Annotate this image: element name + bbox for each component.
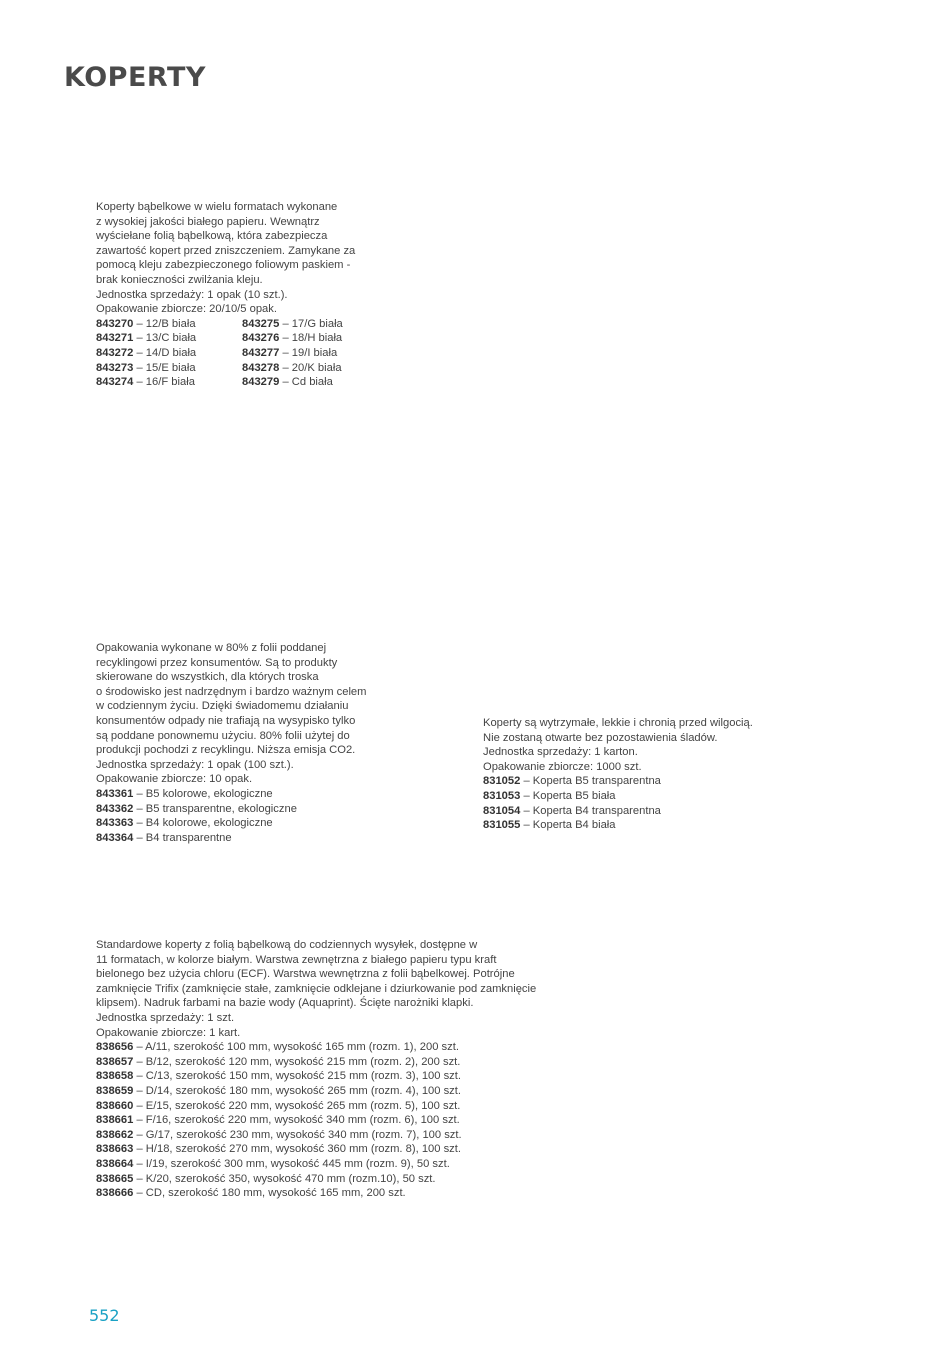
product-desc: – Koperta B4 transparentna: [520, 804, 661, 817]
bulk-packaging: Opakowanie zbiorcze: 20/10/5 opak.: [96, 303, 277, 316]
product-item: [96, 331, 242, 346]
product-code: 838660: [96, 1099, 134, 1112]
product-desc: – E/15, szerokość 220 mm, wysokość 265 mm (rozm. 5), 100 szt.: [133, 1099, 461, 1112]
product-desc: – 15/E biała: [133, 361, 196, 374]
product-item: [96, 1142, 536, 1157]
product-item: [242, 317, 355, 332]
product-code: 831055: [483, 819, 521, 832]
product-code: 843276: [242, 332, 280, 345]
product-item: [242, 375, 355, 390]
product-item: [242, 361, 355, 376]
product-item: [96, 831, 366, 846]
product-desc: – Koperta B5 transparentna: [520, 775, 661, 788]
product-code: 843364: [96, 831, 134, 844]
product-desc: – Koperta B4 biała: [520, 819, 616, 832]
description-line: 11 formatach, w kolorze białym. Warstwa zewnętrzna z białego papieru typu kraft: [96, 953, 497, 966]
product-item: [483, 789, 753, 804]
product-desc: – B/12, szerokość 120 mm, wysokość 215 mm (rozm. 2), 200 szt.: [133, 1055, 461, 1068]
product-code: 831054: [483, 804, 521, 817]
product-code: 838658: [96, 1070, 134, 1083]
bubble-envelopes-section: [96, 200, 355, 390]
product-code: 843271: [96, 332, 134, 345]
sales-unit: Jednostka sprzedaży: 1 szt.: [96, 1011, 235, 1024]
description-line: recyklingowi przez konsumentów. Są to produkty: [96, 656, 338, 669]
description-line: Nie zostaną otwarte bez pozostawienia śladów.: [483, 731, 718, 744]
product-item: [96, 361, 242, 376]
bulk-packaging: Opakowanie zbiorcze: 1000 szt.: [483, 760, 642, 773]
product-item: [96, 802, 366, 817]
product-item: [96, 1186, 536, 1201]
description-line: produkcji pochodzi z recyklingu. Niższa emisja CO2.: [96, 744, 356, 757]
product-code-grid: [96, 317, 355, 390]
product-desc: – B5 transparentne, ekologiczne: [133, 802, 297, 815]
description-line: o środowisko jest nadrzędnym i bardzo ważnym celem: [96, 685, 367, 698]
description-line: brak konieczności zwilżania kleju.: [96, 273, 263, 286]
product-item: [483, 774, 753, 789]
product-desc: – 13/C biała: [133, 332, 197, 345]
product-item: [96, 375, 242, 390]
product-code: 843270: [96, 317, 134, 330]
product-code: 843361: [96, 787, 134, 800]
description-line: są poddane ponownemu użyciu. 80% folii użytej do: [96, 729, 350, 742]
product-desc: – F/16, szerokość 220 mm, wysokość 340 mm (rozm. 6), 100 szt.: [133, 1114, 460, 1127]
page-number: 552: [89, 1306, 120, 1325]
bulk-packaging: Opakowanie zbiorcze: 10 opak.: [96, 773, 253, 786]
product-desc: – A/11, szerokość 100 mm, wysokość 165 mm (rozm. 1), 200 szt.: [133, 1041, 459, 1054]
product-item: [96, 787, 366, 802]
product-desc: – B4 kolorowe, ekologiczne: [133, 817, 273, 830]
product-item: [242, 331, 355, 346]
standard-envelopes-section: [96, 938, 536, 1201]
sales-unit: Jednostka sprzedaży: 1 opak (10 szt.).: [96, 288, 288, 301]
product-item: [96, 816, 366, 831]
product-item: [483, 818, 753, 833]
product-item: [96, 1069, 536, 1084]
bulk-packaging: Opakowanie zbiorcze: 1 kart.: [96, 1026, 241, 1039]
sales-unit: Jednostka sprzedaży: 1 opak (100 szt.).: [96, 758, 294, 771]
sales-unit: Jednostka sprzedaży: 1 karton.: [483, 746, 638, 759]
product-desc: – 19/I biała: [279, 346, 338, 359]
description-line: zamknięcie Trifix (zamknięcie stałe, zamknięcie odklejane i dziurkowanie pod zamknięcie: [96, 982, 537, 995]
description-line: z wysokiej jakości białego papieru. Wewnątrz: [96, 215, 320, 228]
product-desc: – C/13, szerokość 150 mm, wysokość 215 mm (rozm. 3), 100 szt.: [133, 1070, 461, 1083]
product-desc: – I/19, szerokość 300 mm, wysokość 445 mm (rozm. 9), 50 szt.: [133, 1157, 450, 1170]
product-item: [96, 1099, 536, 1114]
product-code: 843278: [242, 361, 280, 374]
product-desc: – B5 kolorowe, ekologiczne: [133, 787, 273, 800]
product-item: [96, 1084, 536, 1099]
product-desc: – 18/H biała: [279, 332, 343, 345]
product-code: 831053: [483, 789, 521, 802]
product-desc: – H/18, szerokość 270 mm, wysokość 360 mm (rozm. 8), 100 szt.: [133, 1143, 461, 1156]
product-code: 843273: [96, 361, 134, 374]
description-line: Standardowe koperty z folią bąbelkową do codziennych wysyłek, dostępne w: [96, 939, 478, 951]
description-line: bielonego bez użycia chloru (ECF). Warstwa wewnętrzna z folii bąbelkowej. Potrójne: [96, 968, 515, 981]
product-code: 843277: [242, 346, 280, 359]
product-item: [96, 317, 242, 332]
product-desc: – 20/K biała: [279, 361, 342, 374]
product-code: 838664: [96, 1157, 134, 1170]
product-item: [96, 346, 242, 361]
description-line: wyściełane folią bąbelkową, która zabezpiecza: [96, 230, 328, 243]
product-code: 838665: [96, 1172, 134, 1185]
product-code: 838661: [96, 1114, 134, 1127]
product-item: [96, 1128, 536, 1143]
description-line: zawartość kopert przed zniszczeniem. Zamykane za: [96, 244, 356, 257]
product-desc: – Cd biała: [279, 376, 333, 389]
product-desc: – B4 transparentne: [133, 831, 232, 844]
product-item: [96, 1157, 536, 1172]
product-desc: – K/20, szerokość 350, wysokość 470 mm (rozm.10), 50 szt.: [133, 1172, 436, 1185]
product-item: [96, 1172, 536, 1187]
product-item: [242, 346, 355, 361]
product-desc: – Koperta B5 biała: [520, 789, 616, 802]
product-desc: – 12/B biała: [133, 317, 196, 330]
product-desc: – 17/G biała: [279, 317, 343, 330]
product-code: 838657: [96, 1055, 134, 1068]
description-line: konsumentów odpady nie trafiają na wysypisko tylko: [96, 714, 356, 727]
description-line: Koperty są wytrzymałe, lekkie i chronią przed wilgocią.: [483, 717, 753, 729]
product-code: 838663: [96, 1143, 134, 1156]
product-desc: – D/14, szerokość 180 mm, wysokość 265 mm (rozm. 4), 100 szt.: [133, 1084, 461, 1097]
description-line: skierowane do wszystkich, dla których troska: [96, 671, 319, 684]
eco-envelopes-section: [96, 641, 366, 845]
description-line: w codziennym życiu. Dzięki świadomemu działaniu: [96, 700, 349, 713]
product-code: 843272: [96, 346, 134, 359]
product-desc: – G/17, szerokość 230 mm, wysokość 340 mm (rozm. 7), 100 szt.: [133, 1128, 462, 1141]
product-desc: – 14/D biała: [133, 346, 197, 359]
product-code: 843279: [242, 376, 280, 389]
product-code: 843275: [242, 317, 280, 330]
product-item: [483, 804, 753, 819]
product-item: [96, 1040, 536, 1055]
description-line: Opakowania wykonane w 80% z folii poddanej: [96, 642, 327, 654]
description-line: Koperty bąbelkowe w wielu formatach wykonane: [96, 201, 338, 213]
product-code: 838666: [96, 1187, 134, 1200]
product-code: 838656: [96, 1041, 134, 1054]
description-line: klipsem). Nadruk farbami na bazie wody (Aquaprint). Ścięte narożniki klapki.: [96, 997, 474, 1010]
product-code: 843274: [96, 376, 134, 389]
product-code: 843363: [96, 817, 134, 830]
product-desc: – CD, szerokość 180 mm, wysokość 165 mm, 200 szt.: [133, 1187, 406, 1200]
durable-envelopes-section: [483, 716, 753, 833]
product-desc: – 16/F biała: [133, 376, 195, 389]
product-code: 838662: [96, 1128, 134, 1141]
product-code: 831052: [483, 775, 521, 788]
description-line: pomocą kleju zabezpieczonego foliowym paskiem -: [96, 259, 351, 272]
product-code: 843362: [96, 802, 134, 815]
page-title: KOPERTY: [64, 62, 206, 93]
product-code: 838659: [96, 1084, 134, 1097]
product-item: [96, 1113, 536, 1128]
product-item: [96, 1055, 536, 1070]
